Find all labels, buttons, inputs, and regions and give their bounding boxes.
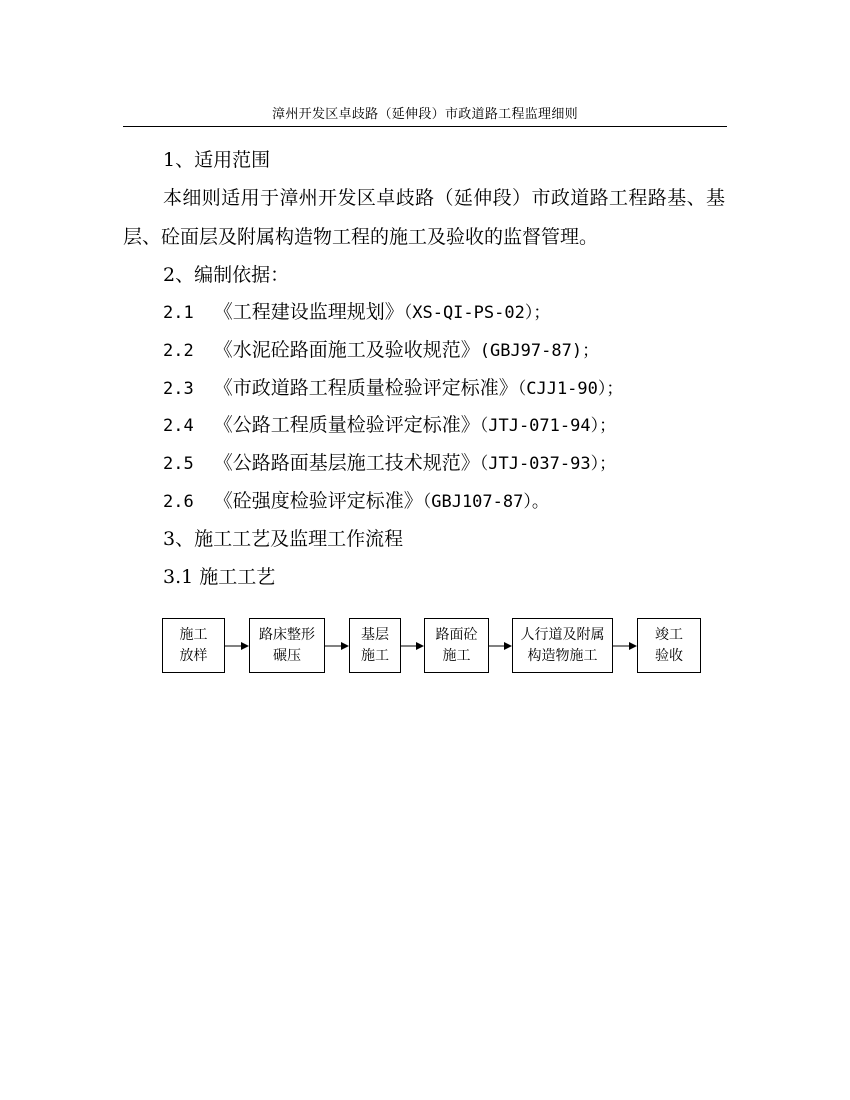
section-1-paragraph-line-2: 层、砼面层及附属构造物工程的施工及验收的监督管理。 bbox=[123, 226, 599, 248]
section-3-1-heading: 3.1 施工工艺 bbox=[163, 566, 276, 588]
reference-number: 2.1 bbox=[163, 303, 194, 323]
reference-title: 《砼强度检验评定标准》 bbox=[213, 490, 423, 512]
reference-title: 《公路路面基层施工技术规范》 bbox=[213, 452, 480, 474]
reference-code: （GBJ107-87）。 bbox=[422, 492, 549, 512]
flow-step-label: 构造物施工 bbox=[527, 647, 598, 664]
flow-step-label: 施工 bbox=[442, 647, 471, 664]
flow-step-label: 碾压 bbox=[273, 647, 301, 664]
reference-number: 2.5 bbox=[163, 454, 194, 474]
flow-step-label: 竣工 bbox=[655, 626, 683, 643]
flow-step-label: 路床整形 bbox=[259, 626, 315, 643]
reference-code: (GBJ97-87)； bbox=[479, 341, 600, 361]
section-3-heading: 3、施工工艺及监理工作流程 bbox=[163, 528, 404, 550]
reference-code: （XS-QI-PS-02）； bbox=[403, 303, 551, 323]
flow-step-label: 基层 bbox=[361, 626, 389, 643]
reference-number: 2.2 bbox=[163, 341, 194, 361]
reference-code: （JTJ-071-94）； bbox=[479, 416, 617, 436]
section-1-paragraph-line-1: 本细则适用于漳州开发区卓歧路（延伸段）市政道路工程路基、基 bbox=[163, 187, 725, 209]
flow-step-label: 人行道及附属 bbox=[520, 626, 605, 643]
flow-step-label: 施工 bbox=[361, 647, 389, 664]
reference-number: 2.4 bbox=[163, 416, 194, 436]
reference-title: 《工程建设监理规划》 bbox=[213, 301, 404, 323]
section-1-heading: 1、适用范围 bbox=[163, 149, 271, 171]
flow-step-label: 路面砼 bbox=[435, 626, 478, 643]
reference-code: （CJJ1-90）； bbox=[517, 379, 624, 399]
flow-step-label: 施工 bbox=[179, 626, 208, 643]
flow-step-label: 验收 bbox=[655, 647, 683, 664]
reference-number: 2.3 bbox=[163, 379, 194, 399]
reference-title: 《水泥砼路面施工及验收规范》 bbox=[213, 339, 480, 361]
flow-step-label: 放样 bbox=[179, 647, 208, 664]
reference-code: （JTJ-037-93）； bbox=[479, 454, 617, 474]
reference-title: 《公路工程质量检验评定标准》 bbox=[213, 414, 480, 436]
section-2-heading: 2、编制依据： bbox=[163, 264, 290, 286]
reference-title: 《市政道路工程质量检验评定标准》 bbox=[213, 377, 518, 399]
page-header-title: 漳州开发区卓歧路（延伸段）市政道路工程监理细则 bbox=[272, 107, 578, 122]
reference-number: 2.6 bbox=[163, 492, 194, 512]
